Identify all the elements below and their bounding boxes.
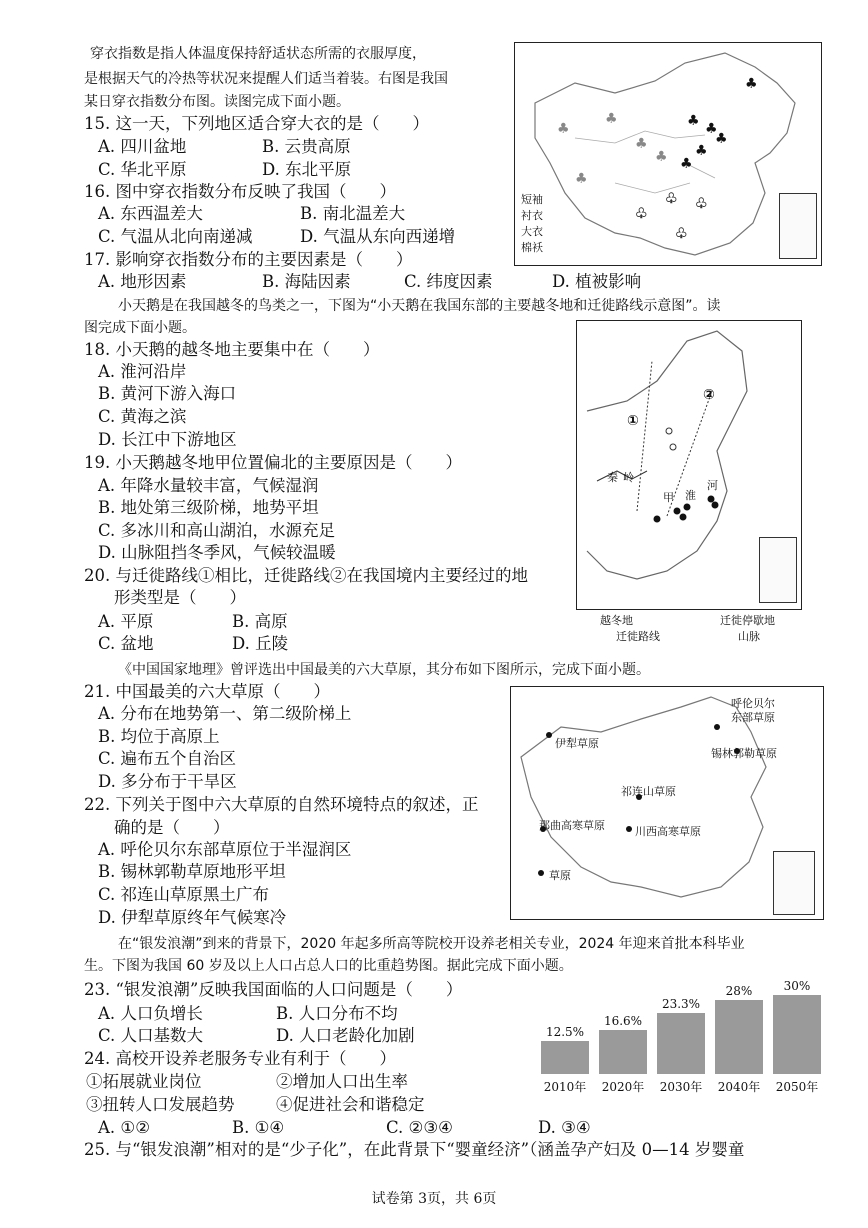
he-label: 河 <box>707 479 718 492</box>
hulunbuir-label-2: 东部草原 <box>731 711 775 724</box>
svg-text:♣: ♣ <box>675 226 688 242</box>
q21-d: D. 多分布于干旱区 <box>98 772 237 791</box>
q20-d: D. 丘陵 <box>232 634 289 653</box>
south-china-sea-inset-3 <box>773 851 815 915</box>
chart-category-label: 2050年 <box>775 1080 819 1094</box>
intro1-line1: 穿衣指数是指人体温度保持舒适状态所需的衣服厚度， <box>90 46 426 62</box>
q21-a: A. 分布在地势第一、第二级阶梯上 <box>98 704 352 723</box>
hulunbuir-label-1: 呼伦贝尔 <box>731 697 775 710</box>
huai-label: 淮 <box>685 489 696 502</box>
q24-option-4: ④促进社会和谐稳定 <box>276 1095 425 1114</box>
chart-value-label: 28% <box>725 984 753 999</box>
q15-b: B. 云贵高原 <box>262 137 351 156</box>
chart-bar <box>599 1030 647 1074</box>
q21-c: C. 遍布五个自治区 <box>98 749 237 768</box>
q20-b: B. 高原 <box>232 612 288 631</box>
q21-b: B. 均位于高原上 <box>98 727 220 746</box>
q22-stem-line2: 确的是（ ） <box>114 818 230 837</box>
q20-stem-line1: 20. 与迁徙路线①相比，迁徙路线②在我国境内主要经过的地 <box>84 566 528 585</box>
q24-option-1: ①拓展就业岗位 <box>86 1072 202 1091</box>
q25-stem: 25. 与“银发浪潮”相对的是“少子化”，在此背景下“婴童经济”（涵盖孕产妇及 0—14 岁婴童 <box>84 1140 745 1159</box>
q19-a: A. 年降水量较丰富，气候湿润 <box>98 476 319 495</box>
yili-label: 伊犁草原 <box>555 737 599 750</box>
legend-padded-jacket: 棉袄 <box>521 241 543 254</box>
legend-coat: 大衣 <box>521 225 543 238</box>
legend-wintering: 越冬地 <box>600 614 633 627</box>
q24-c: C. ②③④ <box>386 1118 453 1137</box>
legend-route: 迁徙路线 <box>616 630 660 643</box>
xilingol-label: 锡林郭勒草原 <box>711 747 777 760</box>
qinling-label-2: 岭 <box>623 471 634 484</box>
q24-a: A. ①② <box>98 1118 150 1137</box>
intro4-line2: 生。下图为我国 60 岁及以上人口占总人口的比重趋势图。据此完成下面小题。 <box>84 958 573 974</box>
q24-b: B. ①④ <box>232 1118 285 1137</box>
svg-text:♣: ♣ <box>680 156 693 172</box>
q15-a: A. 四川盆地 <box>98 137 187 156</box>
chart-value-label: 12.5% <box>545 1025 585 1040</box>
legend-stopover: 迁徙停歇地 <box>720 614 775 627</box>
chart-bar <box>715 1000 763 1074</box>
legend-short-sleeve: 短袖 <box>521 193 543 206</box>
svg-text:♣: ♣ <box>695 143 708 159</box>
q18-c: C. 黄海之滨 <box>98 407 187 426</box>
q19-stem: 19. 小天鹅越冬地甲位置偏北的主要原因是（ ） <box>84 453 462 472</box>
legend-shirt: 衬衣 <box>521 209 543 222</box>
page-footer: 试卷第 3页，共 6页 <box>371 1191 497 1207</box>
svg-text:♣: ♣ <box>665 191 678 207</box>
intro2-line1: 小天鹅是在我国越冬的鸟类之一，下图为“小天鹅在我国东部的主要越冬地和迁徙路线示意图”。读 <box>118 298 721 314</box>
svg-text:♣: ♣ <box>575 171 588 187</box>
chuanxi-label: 川西高寒草原 <box>635 825 701 838</box>
q15-stem: 15. 这一天，下列地区适合穿大衣的是（ ） <box>84 114 429 133</box>
grassland-map <box>510 686 824 920</box>
q23-a: A. 人口负增长 <box>98 1004 203 1023</box>
aging-trend-chart <box>536 966 826 1096</box>
svg-text:♣: ♣ <box>695 196 708 212</box>
q20-c: C. 盆地 <box>98 634 154 653</box>
grassland-legend: 草原 <box>549 869 571 882</box>
q22-stem-line1: 22. 下列关于图中六大草原的自然环境特点的叙述，正 <box>84 795 479 814</box>
q19-b: B. 地处第三级阶梯，地势平坦 <box>98 498 319 517</box>
q16-a: A. 东西温差大 <box>98 204 203 223</box>
legend-mountain: 山脉 <box>738 630 760 643</box>
q23-d: D. 人口老龄化加剧 <box>276 1026 415 1045</box>
route-1-marker: ① <box>627 413 639 429</box>
q24-stem: 24. 高校开设养老服务专业有利于（ ） <box>84 1049 396 1068</box>
q16-c: C. 气温从北向南递减 <box>98 227 253 246</box>
q15-d: D. 东北平原 <box>262 160 352 179</box>
chart-category-label: 2030年 <box>659 1080 703 1094</box>
q17-b: B. 海陆因素 <box>262 272 351 291</box>
naqu-label: 那曲高寒草原 <box>539 819 605 832</box>
chart-category-label: 2010年 <box>543 1080 587 1094</box>
q22-a: A. 呼伦贝尔东部草原位于半湿润区 <box>98 840 352 859</box>
q17-d: D. 植被影响 <box>552 272 642 291</box>
chart-category-label: 2020年 <box>601 1080 645 1094</box>
svg-text:♣: ♣ <box>705 121 718 137</box>
q17-stem: 17. 影响穿衣指数分布的主要因素是（ ） <box>84 250 413 269</box>
q16-b: B. 南北温差大 <box>300 204 406 223</box>
q18-a: A. 淮河沿岸 <box>98 362 187 381</box>
chart-category-label: 2040年 <box>717 1080 761 1094</box>
swan-migration-map <box>576 320 802 610</box>
q20-a: A. 平原 <box>98 612 154 631</box>
south-china-sea-inset-1 <box>779 193 817 259</box>
chart-value-label: 30% <box>783 979 811 994</box>
q22-c: C. 祁连山草原黑土广布 <box>98 885 270 904</box>
q16-stem: 16. 图中穿衣指数分布反映了我国（ ） <box>84 182 396 201</box>
q24-option-2: ②增加人口出生率 <box>276 1072 408 1091</box>
svg-text:♣: ♣ <box>557 121 570 137</box>
q17-a: A. 地形因素 <box>98 272 187 291</box>
q22-d: D. 伊犁草原终年气候寒冷 <box>98 908 287 927</box>
intro4-line1: 在“银发浪潮”到来的背景下，2020 年起多所高等院校开设养老相关专业，2024 年迎来首批本科毕业 <box>118 936 745 952</box>
svg-text:♣: ♣ <box>715 131 728 147</box>
svg-text:♣: ♣ <box>605 111 618 127</box>
clothing-index-map <box>514 42 822 266</box>
chart-bar <box>541 1041 589 1074</box>
svg-text:♣: ♣ <box>745 76 758 92</box>
south-china-sea-inset-2 <box>759 537 797 603</box>
svg-text:♣: ♣ <box>687 113 700 129</box>
chart-bar <box>657 1013 705 1074</box>
intro1-line3: 某日穿衣指数分布图。读图完成下面小题。 <box>84 94 350 110</box>
svg-text:♣: ♣ <box>655 149 668 165</box>
q23-b: B. 人口分布不均 <box>276 1004 398 1023</box>
q24-option-3: ③扭转人口发展趋势 <box>86 1095 235 1114</box>
china-outline-map-1 <box>515 43 821 265</box>
q22-b: B. 锡林郭勒草原地形平坦 <box>98 862 286 881</box>
route-2-marker: ② <box>703 387 715 403</box>
qilian-label: 祁连山草原 <box>621 785 676 798</box>
q21-stem: 21. 中国最美的六大草原（ ） <box>84 682 330 701</box>
q23-stem: 23. “银发浪潮”反映我国面临的人口问题是（ ） <box>84 980 463 999</box>
q15-c: C. 华北平原 <box>98 160 187 179</box>
intro1-line2: 是根据天气的冷热等状况来提醒人们适当着装。右图是我国 <box>84 71 448 87</box>
chart-bar <box>773 995 821 1074</box>
q24-d: D. ③④ <box>538 1118 591 1137</box>
q23-c: C. 人口基数大 <box>98 1026 204 1045</box>
qinling-label-1: 秦 <box>607 471 618 484</box>
jia-label: 甲 <box>663 491 674 504</box>
q17-c: C. 纬度因素 <box>404 272 493 291</box>
q18-b: B. 黄河下游入海口 <box>98 384 237 403</box>
q18-d: D. 长江中下游地区 <box>98 430 237 449</box>
q18-stem: 18. 小天鹅的越冬地主要集中在（ ） <box>84 340 380 359</box>
intro3: 《中国国家地理》曾评选出中国最美的六大草原，其分布如下图所示，完成下面小题。 <box>118 662 650 678</box>
q16-d: D. 气温从东向西递增 <box>300 227 456 246</box>
chart-value-label: 23.3% <box>661 996 701 1011</box>
svg-text:♣: ♣ <box>635 206 648 222</box>
svg-text:♣: ♣ <box>635 136 648 152</box>
chart-value-label: 16.6% <box>603 1014 643 1029</box>
q20-stem-line2: 形类型是（ ） <box>114 588 246 607</box>
q19-c: C. 多冰川和高山湖泊，水源充足 <box>98 521 336 540</box>
q19-d: D. 山脉阻挡冬季风，气候较温暖 <box>98 543 336 562</box>
intro2-line2: 图完成下面小题。 <box>84 320 196 336</box>
